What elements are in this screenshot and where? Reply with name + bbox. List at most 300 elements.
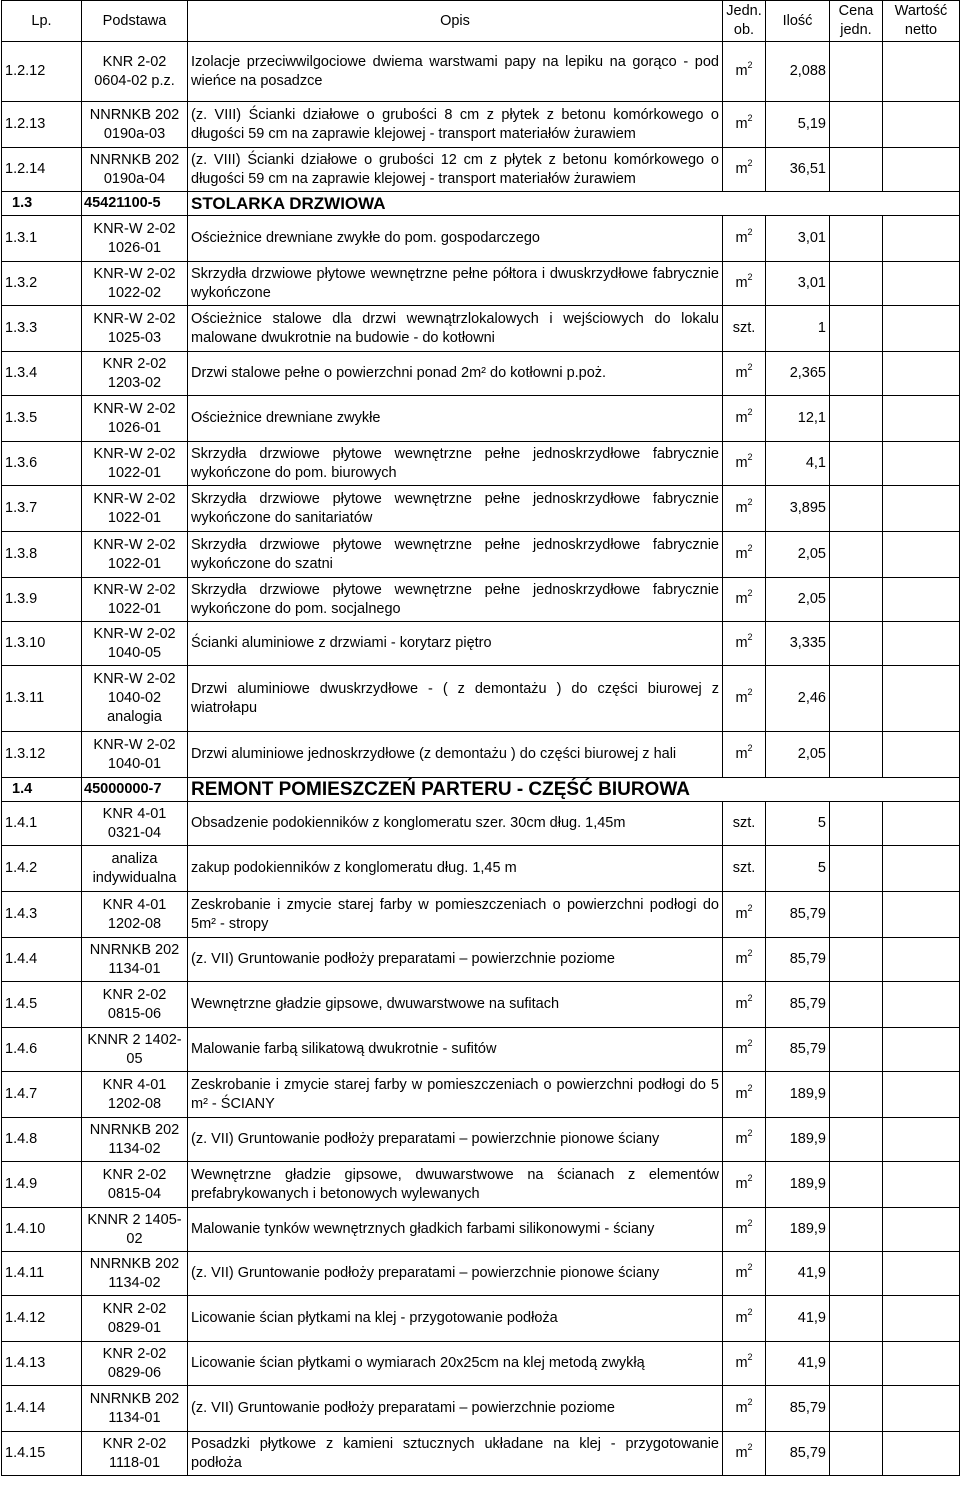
item-description: (z. VII) Gruntowanie podłoży preparatami – powierzchnie poziome xyxy=(188,1386,723,1432)
item-description: Zeskrobanie i zmycie starej farby w pomieszczeniach o powierzchni podłogi do 5m² - stropy xyxy=(188,892,723,938)
item-basis: KNR-W 2-02 1040-01 xyxy=(82,732,188,778)
table-row xyxy=(2,938,960,982)
item-unit-price xyxy=(830,892,883,938)
item-net-value xyxy=(883,1296,960,1342)
item-unit-price xyxy=(830,732,883,778)
item-description: (z. VII) Gruntowanie podłoży preparatami – powierzchnie poziome xyxy=(188,938,723,982)
item-unit-price xyxy=(830,1252,883,1296)
item-net-value xyxy=(883,732,960,778)
item-basis: KNR 2-02 0604-02 p.z. xyxy=(82,42,188,102)
item-unit xyxy=(723,938,766,982)
item-quantity: 5 xyxy=(766,802,830,846)
item-description: Ścianki aluminiowe z drzwiami - korytarz piętro xyxy=(188,622,723,666)
item-number: 1.4.9 xyxy=(2,1162,82,1208)
unit-label: m xyxy=(735,116,748,132)
item-quantity: 85,79 xyxy=(766,1432,830,1476)
item-number: 1.4.8 xyxy=(2,1118,82,1162)
item-description: Ościeżnice drewniane zwykłe do pom. gospodarczego xyxy=(188,216,723,262)
item-quantity: 85,79 xyxy=(766,1028,830,1072)
item-number: 1.4.1 xyxy=(2,802,82,846)
item-basis: KNR-W 2-02 1022-01 xyxy=(82,442,188,486)
item-unit-price xyxy=(830,1072,883,1118)
item-unit xyxy=(723,1028,766,1072)
item-quantity: 2,46 xyxy=(766,666,830,732)
unit-exponent: 2 xyxy=(747,543,753,553)
item-quantity: 189,9 xyxy=(766,1072,830,1118)
item-description: Obsadzenie podokienników z konglomeratu szer. 30cm dług. 1,45m xyxy=(188,802,723,846)
unit-exponent: 2 xyxy=(747,113,753,123)
section-cpv-code: 45421100-5 xyxy=(82,192,188,216)
item-description: Ościeżnice stalowe dla drzwi wewnątrzlokalowych i wejściowych do lokalu malowane dwukrotnie na budowie - do kotłowni xyxy=(188,306,723,352)
table-row xyxy=(2,1432,960,1476)
item-unit-price xyxy=(830,622,883,666)
table-row xyxy=(2,982,960,1028)
item-unit xyxy=(723,1208,766,1252)
header-lp: Lp. xyxy=(2,1,82,42)
unit-label: szt. xyxy=(732,860,756,876)
item-description: Izolacje przeciwwilgociowe dwiema warstwami papy na lepiku na gorąco - pod wieńce na posadzce xyxy=(188,42,723,102)
item-description: Licowanie ścian płytkami o wymiarach 20x25cm na klej metodą zwykłą xyxy=(188,1342,723,1386)
unit-label: m xyxy=(735,951,748,967)
item-unit xyxy=(723,1162,766,1208)
unit-label: m xyxy=(735,635,748,651)
item-description: Drzwi aluminiowe dwuskrzydłowe - ( z demontażu ) do części biurowej z wiatrołapu xyxy=(188,666,723,732)
item-number: 1.2.12 xyxy=(2,42,82,102)
item-unit-price xyxy=(830,578,883,622)
item-net-value xyxy=(883,102,960,148)
header-wartosc: Wartość netto xyxy=(883,1,960,42)
item-description: Drzwi stalowe pełne o powierzchni ponad 2m² do kotłowni p.poż. xyxy=(188,352,723,396)
item-unit-price xyxy=(830,306,883,352)
item-description: Licowanie ścian płytkami na klej - przygotowanie podłoża xyxy=(188,1296,723,1342)
unit-label: m xyxy=(735,1221,748,1237)
item-unit-price xyxy=(830,352,883,396)
item-unit xyxy=(723,352,766,396)
table-row xyxy=(2,102,960,148)
item-quantity: 36,51 xyxy=(766,148,830,192)
item-number: 1.4.7 xyxy=(2,1072,82,1118)
item-basis: NNRNKB 202 1134-01 xyxy=(82,1386,188,1432)
item-net-value xyxy=(883,306,960,352)
item-unit xyxy=(723,1252,766,1296)
section-title: REMONT POMIESZCZEŃ PARTERU - CZĘŚĆ BIUROWA xyxy=(188,778,960,802)
item-basis: KNR 2-02 0815-06 xyxy=(82,982,188,1028)
item-basis: NNRNKB 202 1134-01 xyxy=(82,938,188,982)
item-unit xyxy=(723,442,766,486)
cost-estimate-table xyxy=(1,0,960,1476)
item-basis: KNR 2-02 1203-02 xyxy=(82,352,188,396)
item-basis: KNR-W 2-02 1025-03 xyxy=(82,306,188,352)
item-number: 1.4.13 xyxy=(2,1342,82,1386)
table-row xyxy=(2,666,960,732)
table-row xyxy=(2,1162,960,1208)
item-basis: KNR 2-02 0829-06 xyxy=(82,1342,188,1386)
section-row xyxy=(2,192,960,216)
item-net-value xyxy=(883,1342,960,1386)
item-basis: KNR-W 2-02 1022-01 xyxy=(82,532,188,578)
item-unit xyxy=(723,1296,766,1342)
item-basis: KNR 4-01 1202-08 xyxy=(82,892,188,938)
section-number: 1.4 xyxy=(2,778,82,802)
item-unit xyxy=(723,666,766,732)
item-unit xyxy=(723,1072,766,1118)
item-unit xyxy=(723,396,766,442)
item-description: Skrzydła drzwiowe płytowe wewnętrzne pełne jednoskrzydłowe fabrycznie wykończone do szatni xyxy=(188,532,723,578)
item-basis: NNRNKB 202 0190a-04 xyxy=(82,148,188,192)
item-unit-price xyxy=(830,102,883,148)
item-quantity: 85,79 xyxy=(766,1386,830,1432)
unit-exponent: 2 xyxy=(747,1442,753,1452)
item-unit xyxy=(723,216,766,262)
unit-label: m xyxy=(735,1310,748,1326)
item-description: (z. VIII) Ścianki działowe o grubości 12 cm z płytek z betonu komórkowego o długości 59 cm na zaprawie klejowej - transport materiałów żurawiem xyxy=(188,148,723,192)
item-unit-price xyxy=(830,42,883,102)
item-unit xyxy=(723,1432,766,1476)
item-unit xyxy=(723,732,766,778)
item-unit-price xyxy=(830,982,883,1028)
table-body xyxy=(2,42,960,1476)
header-cena: Cena jedn. xyxy=(830,1,883,42)
item-unit xyxy=(723,622,766,666)
item-description: zakup podokienników z konglomeratu dług. 1,45 m xyxy=(188,846,723,892)
table-row xyxy=(2,1252,960,1296)
item-number: 1.3.4 xyxy=(2,352,82,396)
unit-label: m xyxy=(735,1400,748,1416)
unit-label: m xyxy=(735,546,748,562)
item-quantity: 85,79 xyxy=(766,938,830,982)
item-description: (z. VII) Gruntowanie podłoży preparatami – powierzchnie pionowe ściany xyxy=(188,1252,723,1296)
table-row xyxy=(2,732,960,778)
item-unit-price xyxy=(830,442,883,486)
unit-exponent: 2 xyxy=(747,743,753,753)
item-net-value xyxy=(883,1072,960,1118)
unit-label: m xyxy=(735,365,748,381)
item-basis: NNRNKB 202 1134-02 xyxy=(82,1118,188,1162)
item-description: Malowanie tynków wewnętrznych gładkich farbami silikonowymi - ściany xyxy=(188,1208,723,1252)
unit-exponent: 2 xyxy=(747,158,753,168)
item-quantity: 189,9 xyxy=(766,1162,830,1208)
item-net-value xyxy=(883,486,960,532)
item-description: Skrzydła drzwiowe płytowe wewnętrzne pełne jednoskrzydłowe fabrycznie wykończone do sanitariatów xyxy=(188,486,723,532)
item-number: 1.3.1 xyxy=(2,216,82,262)
unit-label: m xyxy=(735,1086,748,1102)
item-net-value xyxy=(883,1028,960,1072)
unit-exponent: 2 xyxy=(747,1173,753,1183)
item-unit-price xyxy=(830,262,883,306)
item-quantity: 41,9 xyxy=(766,1342,830,1386)
unit-label: m xyxy=(735,500,748,516)
table-row xyxy=(2,148,960,192)
item-unit-price xyxy=(830,1118,883,1162)
item-basis: KNR 2-02 0829-01 xyxy=(82,1296,188,1342)
unit-exponent: 2 xyxy=(747,1128,753,1138)
item-quantity: 85,79 xyxy=(766,892,830,938)
item-number: 1.4.14 xyxy=(2,1386,82,1432)
item-unit-price xyxy=(830,1162,883,1208)
table-row xyxy=(2,578,960,622)
unit-label: m xyxy=(735,996,748,1012)
table-row xyxy=(2,216,960,262)
table-row xyxy=(2,262,960,306)
item-quantity: 4,1 xyxy=(766,442,830,486)
item-net-value xyxy=(883,42,960,102)
item-number: 1.3.5 xyxy=(2,396,82,442)
item-quantity: 2,365 xyxy=(766,352,830,396)
header-podstawa: Podstawa xyxy=(82,1,188,42)
table-row xyxy=(2,1118,960,1162)
item-description: Ościeżnice drewniane zwykłe xyxy=(188,396,723,442)
item-net-value xyxy=(883,802,960,846)
section-row xyxy=(2,778,960,802)
unit-exponent: 2 xyxy=(747,1397,753,1407)
item-unit-price xyxy=(830,938,883,982)
item-net-value xyxy=(883,1432,960,1476)
item-unit xyxy=(723,1342,766,1386)
item-quantity: 3,895 xyxy=(766,486,830,532)
table-row xyxy=(2,622,960,666)
item-description: Drzwi aluminiowe jednoskrzydłowe (z demontażu ) do części biurowej z hali xyxy=(188,732,723,778)
table-row xyxy=(2,396,960,442)
unit-label: m xyxy=(735,591,748,607)
table-row xyxy=(2,1296,960,1342)
item-net-value xyxy=(883,938,960,982)
unit-label: szt. xyxy=(732,815,756,831)
item-number: 1.3.9 xyxy=(2,578,82,622)
item-number: 1.3.10 xyxy=(2,622,82,666)
unit-exponent: 2 xyxy=(747,362,753,372)
table-row xyxy=(2,442,960,486)
unit-exponent: 2 xyxy=(747,227,753,237)
unit-exponent: 2 xyxy=(747,497,753,507)
item-number: 1.4.11 xyxy=(2,1252,82,1296)
item-description: (z. VII) Gruntowanie podłoży preparatami – powierzchnie pionowe ściany xyxy=(188,1118,723,1162)
item-number: 1.3.12 xyxy=(2,732,82,778)
item-number: 1.4.12 xyxy=(2,1296,82,1342)
unit-label: m xyxy=(735,1445,748,1461)
unit-label: m xyxy=(735,1265,748,1281)
table-row xyxy=(2,1028,960,1072)
item-description: Posadzki płytkowe z kamieni sztucznych układane na klej - przygotowanie podłoża xyxy=(188,1432,723,1476)
unit-label: m xyxy=(735,1355,748,1371)
item-number: 1.2.14 xyxy=(2,148,82,192)
unit-label: m xyxy=(735,1041,748,1057)
item-description: Wewnętrzne gładzie gipsowe, dwuwarstwowe na ścianach z elementów prefabrykowanych i betonowych wylewanych xyxy=(188,1162,723,1208)
header-opis: Opis xyxy=(188,1,723,42)
item-basis: KNR-W 2-02 1026-01 xyxy=(82,216,188,262)
item-number: 1.3.3 xyxy=(2,306,82,352)
item-unit xyxy=(723,306,766,352)
item-basis: KNNR 2 1405-02 xyxy=(82,1208,188,1252)
item-quantity: 5 xyxy=(766,846,830,892)
item-quantity: 189,9 xyxy=(766,1118,830,1162)
item-unit-price xyxy=(830,486,883,532)
unit-exponent: 2 xyxy=(747,1038,753,1048)
item-unit-price xyxy=(830,1028,883,1072)
item-unit xyxy=(723,42,766,102)
unit-exponent: 2 xyxy=(747,60,753,70)
unit-exponent: 2 xyxy=(747,1218,753,1228)
item-quantity: 5,19 xyxy=(766,102,830,148)
item-unit xyxy=(723,892,766,938)
item-number: 1.4.4 xyxy=(2,938,82,982)
item-description: Skrzydła drzwiowe płytowe wewnętrzne pełne jednoskrzydłowe fabrycznie wykończone do pom. socjalnego xyxy=(188,578,723,622)
table-row xyxy=(2,1208,960,1252)
item-number: 1.3.2 xyxy=(2,262,82,306)
item-unit xyxy=(723,148,766,192)
table-row xyxy=(2,1386,960,1432)
table-row xyxy=(2,846,960,892)
item-unit-price xyxy=(830,148,883,192)
item-basis: KNR-W 2-02 1022-01 xyxy=(82,486,188,532)
item-net-value xyxy=(883,352,960,396)
unit-label: m xyxy=(735,906,748,922)
table-row xyxy=(2,1342,960,1386)
item-quantity: 85,79 xyxy=(766,982,830,1028)
item-number: 1.4.10 xyxy=(2,1208,82,1252)
item-unit xyxy=(723,802,766,846)
item-basis: KNR-W 2-02 1022-02 xyxy=(82,262,188,306)
item-unit xyxy=(723,262,766,306)
item-unit xyxy=(723,578,766,622)
header-ilosc: Ilość xyxy=(766,1,830,42)
table-row xyxy=(2,42,960,102)
section-number: 1.3 xyxy=(2,192,82,216)
table-row xyxy=(2,352,960,396)
unit-exponent: 2 xyxy=(747,1307,753,1317)
table-header-row xyxy=(2,1,960,42)
unit-label: m xyxy=(735,161,748,177)
item-net-value xyxy=(883,982,960,1028)
item-net-value xyxy=(883,622,960,666)
header-jedn: Jedn. ob. xyxy=(723,1,766,42)
item-basis: KNR-W 2-02 1026-01 xyxy=(82,396,188,442)
item-net-value xyxy=(883,396,960,442)
unit-exponent: 2 xyxy=(747,407,753,417)
item-basis: KNR 4-01 0321-04 xyxy=(82,802,188,846)
unit-label: m xyxy=(735,690,748,706)
unit-label: m xyxy=(735,1176,748,1192)
item-basis: KNR 2-02 0815-04 xyxy=(82,1162,188,1208)
item-net-value xyxy=(883,578,960,622)
unit-exponent: 2 xyxy=(747,687,753,697)
item-number: 1.3.7 xyxy=(2,486,82,532)
item-unit-price xyxy=(830,846,883,892)
item-net-value xyxy=(883,846,960,892)
unit-exponent: 2 xyxy=(747,1262,753,1272)
item-quantity: 2,088 xyxy=(766,42,830,102)
item-net-value xyxy=(883,1386,960,1432)
item-number: 1.4.3 xyxy=(2,892,82,938)
item-quantity: 3,01 xyxy=(766,262,830,306)
item-basis: KNR 4-01 1202-08 xyxy=(82,1072,188,1118)
item-basis: NNRNKB 202 1134-02 xyxy=(82,1252,188,1296)
unit-label: m xyxy=(735,1131,748,1147)
item-unit-price xyxy=(830,532,883,578)
item-quantity: 2,05 xyxy=(766,732,830,778)
unit-label: szt. xyxy=(732,320,756,336)
item-net-value xyxy=(883,216,960,262)
unit-label: m xyxy=(735,455,748,471)
item-unit-price xyxy=(830,1208,883,1252)
unit-label: m xyxy=(735,410,748,426)
item-quantity: 41,9 xyxy=(766,1252,830,1296)
table-row xyxy=(2,306,960,352)
item-unit xyxy=(723,846,766,892)
item-net-value xyxy=(883,532,960,578)
unit-exponent: 2 xyxy=(747,903,753,913)
item-unit xyxy=(723,102,766,148)
item-unit-price xyxy=(830,1342,883,1386)
item-basis: analiza indywidualna xyxy=(82,846,188,892)
unit-exponent: 2 xyxy=(747,948,753,958)
unit-exponent: 2 xyxy=(747,452,753,462)
item-net-value xyxy=(883,262,960,306)
item-basis: KNR-W 2-02 1040-02 analogia xyxy=(82,666,188,732)
unit-label: m xyxy=(735,746,748,762)
item-net-value xyxy=(883,148,960,192)
item-unit-price xyxy=(830,396,883,442)
unit-exponent: 2 xyxy=(747,993,753,1003)
item-number: 1.4.15 xyxy=(2,1432,82,1476)
item-net-value xyxy=(883,1208,960,1252)
table-row xyxy=(2,532,960,578)
item-description: Wewnętrzne gładzie gipsowe, dwuwarstwowe na sufitach xyxy=(188,982,723,1028)
unit-label: m xyxy=(735,63,748,79)
item-net-value xyxy=(883,442,960,486)
item-quantity: 1 xyxy=(766,306,830,352)
item-net-value xyxy=(883,1162,960,1208)
unit-exponent: 2 xyxy=(747,588,753,598)
item-basis: KNNR 2 1402-05 xyxy=(82,1028,188,1072)
item-basis: KNR-W 2-02 1022-01 xyxy=(82,578,188,622)
item-unit xyxy=(723,532,766,578)
item-description: Malowanie farbą silikatową dwukrotnie - sufitów xyxy=(188,1028,723,1072)
section-cpv-code: 45000000-7 xyxy=(82,778,188,802)
item-unit xyxy=(723,982,766,1028)
item-unit-price xyxy=(830,1386,883,1432)
item-number: 1.2.13 xyxy=(2,102,82,148)
item-number: 1.3.11 xyxy=(2,666,82,732)
item-basis: NNRNKB 202 0190a-03 xyxy=(82,102,188,148)
unit-exponent: 2 xyxy=(747,272,753,282)
item-description: Skrzydła drzwiowe płytowe wewnętrzne pełne jednoskrzydłowe fabrycznie wykończone do pom. biurowych xyxy=(188,442,723,486)
table-row xyxy=(2,802,960,846)
item-quantity: 2,05 xyxy=(766,532,830,578)
item-net-value xyxy=(883,892,960,938)
item-net-value xyxy=(883,1118,960,1162)
item-number: 1.3.6 xyxy=(2,442,82,486)
item-description: Skrzydła drzwiowe płytowe wewnętrzne pełne półtora i dwuskrzydłowe fabrycznie wykończone xyxy=(188,262,723,306)
unit-label: m xyxy=(735,230,748,246)
item-unit xyxy=(723,1386,766,1432)
item-quantity: 3,335 xyxy=(766,622,830,666)
item-net-value xyxy=(883,1252,960,1296)
item-unit xyxy=(723,1118,766,1162)
item-basis: KNR 2-02 1118-01 xyxy=(82,1432,188,1476)
item-number: 1.3.8 xyxy=(2,532,82,578)
item-quantity: 41,9 xyxy=(766,1296,830,1342)
item-number: 1.4.6 xyxy=(2,1028,82,1072)
item-unit-price xyxy=(830,802,883,846)
unit-exponent: 2 xyxy=(747,632,753,642)
unit-exponent: 2 xyxy=(747,1083,753,1093)
item-unit-price xyxy=(830,1432,883,1476)
item-quantity: 2,05 xyxy=(766,578,830,622)
item-unit-price xyxy=(830,1296,883,1342)
item-description: Zeskrobanie i zmycie starej farby w pomieszczeniach o powierzchni podłogi do 5 m² - ŚCIANY xyxy=(188,1072,723,1118)
table-row xyxy=(2,892,960,938)
item-description: (z. VIII) Ścianki działowe o grubości 8 cm z płytek z betonu komórkowego o długości 59 cm na zaprawie klejowej - transport materiałów żurawiem xyxy=(188,102,723,148)
